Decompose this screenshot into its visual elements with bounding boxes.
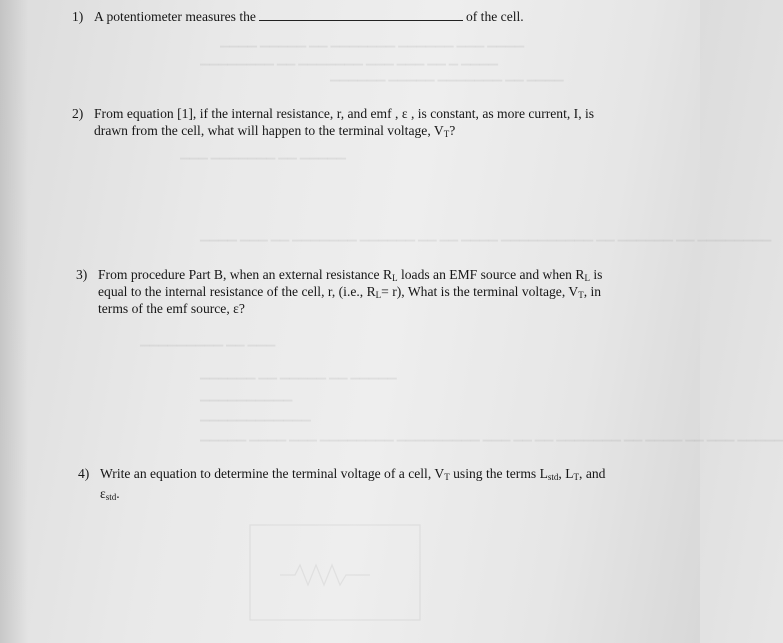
question-line: terms of the emf source, ε? [98,301,245,316]
question-text-part: = r), What is the terminal voltage, V [381,284,579,299]
bleed-through-text: ▔▔▔▔▔▔ ▔▔▔▔▔ ▔▔▔▔▔▔▔ ▔▔ ▔▔▔▔ [330,80,564,94]
bleed-through-text: ▔▔▔▔ ▔▔▔▔▔ ▔▔ ▔▔▔▔▔▔▔ ▔▔▔▔▔▔ ▔▔▔ ▔▔▔▔ [220,46,525,60]
question-text [94,105,594,139]
question-text-part: . [116,486,120,501]
answer-blank[interactable] [259,9,463,21]
bleed-through-text: ▔▔▔▔▔▔ ▔▔ ▔▔▔▔▔ ▔▔ ▔▔▔▔▔ [200,378,397,392]
question-line [100,465,605,482]
bleed-through-text: ▔▔▔▔▔ ▔▔▔▔ ▔▔▔ ▔▔▔▔▔▔▔▔ ▔▔▔▔▔▔▔▔▔ ▔▔▔ ▔▔ ▔▔ ▔▔▔▔▔▔▔ ▔▔ ▔▔▔▔ ▔▔ ▔▔▔ ▔▔▔▔▔ [200,440,783,454]
question-line: From equation [1], if the internal resistance, r, and emf , ε , is constant, as more current, I, is [94,106,595,121]
subscript: T [578,290,584,300]
question-text [94,8,524,25]
question-text-part: equal to the internal resistance of the cell, r, (i.e., R [98,284,376,299]
question-text-part: A potentiometer measures the [94,9,256,24]
question-text-part: loads an EMF source and when R [397,267,585,282]
bleed-through-text: ▔▔▔▔▔▔▔▔▔ ▔▔ ▔▔▔ [140,345,276,359]
subscript: T [444,472,450,482]
question-text [98,266,602,317]
subscript: L [392,273,398,283]
subscript: T [443,129,450,139]
question-line [98,283,602,300]
subscript: std [105,492,117,502]
page-edge-shadow [0,0,28,643]
question-number: 2) [72,106,84,121]
question-text-part: using the terms L [449,466,548,481]
question-line [100,485,605,502]
subscript: T [573,472,580,482]
question-text-part: drawn from the cell, what will happen to the terminal voltage, V [94,123,444,138]
bleed-through-circuit [240,520,440,630]
question-text-part: ε [100,486,106,501]
question-text-part: , L [558,466,574,481]
question-text [100,465,605,502]
bleed-through-text: ▔▔▔ ▔▔▔▔▔▔▔ ▔▔ ▔▔▔▔▔ [180,158,346,172]
question-text-part: , in [583,284,602,299]
bleed-through-text: ▔▔▔▔▔▔▔▔▔▔ [200,400,293,414]
question-text-part: , and [579,466,606,481]
question-line [98,266,602,283]
question-text-part: From procedure Part B, when an external resistance R [98,267,393,282]
subscript: std [547,472,559,482]
question-number: 4) [78,466,90,481]
subscript: L [584,273,590,283]
bleed-through-text: ▔▔▔▔ ▔▔▔ ▔▔ ▔▔▔▔▔▔▔ ▔▔▔▔▔▔ ▔▔ ▔▔ ▔▔▔▔ ▔▔▔▔▔▔▔▔▔▔ ▔▔ ▔▔▔▔▔▔ ▔▔ ▔▔▔▔▔▔▔▔ [200,240,772,254]
bleed-through-text: ▔▔▔▔▔▔▔▔▔▔▔▔ [200,420,311,434]
question-text-part: is [589,267,603,282]
question-text-part: ? [449,123,456,138]
bleed-through-text: ▔▔▔▔▔▔▔▔ ▔▔ ▔▔▔▔▔▔▔ ▔▔▔ ▔▔▔ ▔▔ ▔ ▔▔▔▔ [200,64,498,78]
question-text-part: Write an equation to determine the terminal voltage of a cell, V [100,466,445,481]
question-line [94,122,594,139]
question-number: 3) [76,267,88,282]
question-number: 1) [72,9,84,24]
subscript: L [375,290,382,300]
question-text-part: of the cell. [465,9,524,24]
